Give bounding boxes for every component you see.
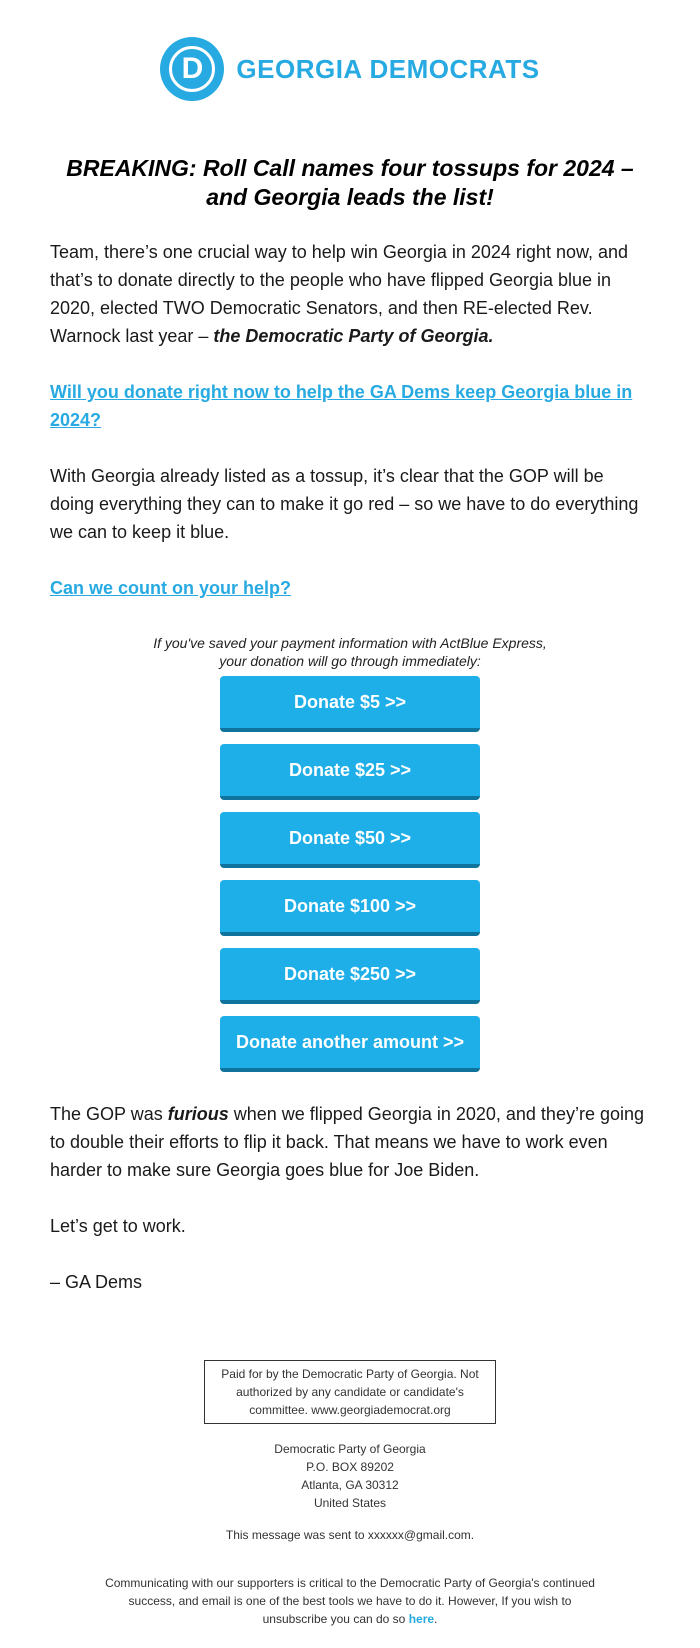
recipient-email: xxxxxx@gmail.com [367, 1528, 471, 1542]
sent-to-notice: This message was sent to xxxxxx@gmail.com. [225, 1528, 475, 1542]
party-emphasis: the Democratic Party of Georgia. [213, 326, 494, 346]
donate-100-button[interactable]: Donate $100 >> [220, 880, 480, 936]
actblue-express-note: If you've saved your payment information with ActBlue Express, your donation will go through immediately: [153, 635, 547, 669]
email-body [50, 238, 650, 1296]
call-to-work-paragraph: Let’s get to work. [50, 1216, 186, 1236]
tossup-paragraph: With Georgia already listed as a tossup, it’s clear that the GOP will be doing everything they can to make it go red – so we have to do everything we can to keep it blue. [50, 466, 639, 542]
democrats-d-logo-icon: D [160, 37, 224, 101]
donate-50-button[interactable]: Donate $50 >> [220, 812, 480, 868]
intro-paragraph: Team, there’s one crucial way to help win Georgia in 2024 right now, and that’s to donate directly to the people who have flipped Georgia blue in 2020, elected TWO Democratic Senators, and then RE-elected Rev. Warnock last year – the Democratic Party of Georgia. [50, 242, 629, 346]
email-footer [0, 1360, 700, 1628]
unsubscribe-link[interactable]: here [408, 1612, 435, 1626]
header-logo[interactable] [0, 0, 700, 102]
logo-wordmark: GEORGIA DEMOCRATS [236, 53, 540, 84]
donate-250-button[interactable]: Donate $250 >> [220, 948, 480, 1004]
donate-5-button[interactable]: Donate $5 >> [220, 676, 480, 732]
email-headline: BREAKING: Roll Call names four tossups for 2024 – and Georgia leads the list! [66, 155, 634, 210]
unsubscribe-notice: Communicating with our supporters is critical to the Democratic Party of Georgia's continued success, and email is one of the best tools we have to do it. However, If you wish to unsubscribe you can do so here. [105, 1576, 595, 1626]
signoff: – GA Dems [50, 1272, 143, 1292]
gop-furious-paragraph: The GOP was furious when we flipped Georgia in 2020, and they’re going to double their efforts to flip it back. That means we have to work even harder to make sure Georgia goes blue for Joe Biden. [50, 1104, 645, 1180]
mailing-address: Democratic Party of Georgia P.O. BOX 89202 Atlanta, GA 30312 United States [274, 1442, 426, 1510]
paid-for-disclaimer: Paid for by the Democratic Party of Georgia. Not authorized by any candidate or candidate's committee. www.georgiademocrat.org [204, 1360, 496, 1424]
donate-link-keep-blue[interactable]: Will you donate right now to help the GA Dems keep Georgia blue in 2024? [50, 382, 633, 430]
donate-25-button[interactable]: Donate $25 >> [220, 744, 480, 800]
donate-button-group [50, 676, 650, 1084]
donate-link-count-on-help[interactable]: Can we count on your help? [50, 578, 292, 598]
donate-other-amount-button[interactable]: Donate another amount >> [220, 1016, 480, 1072]
